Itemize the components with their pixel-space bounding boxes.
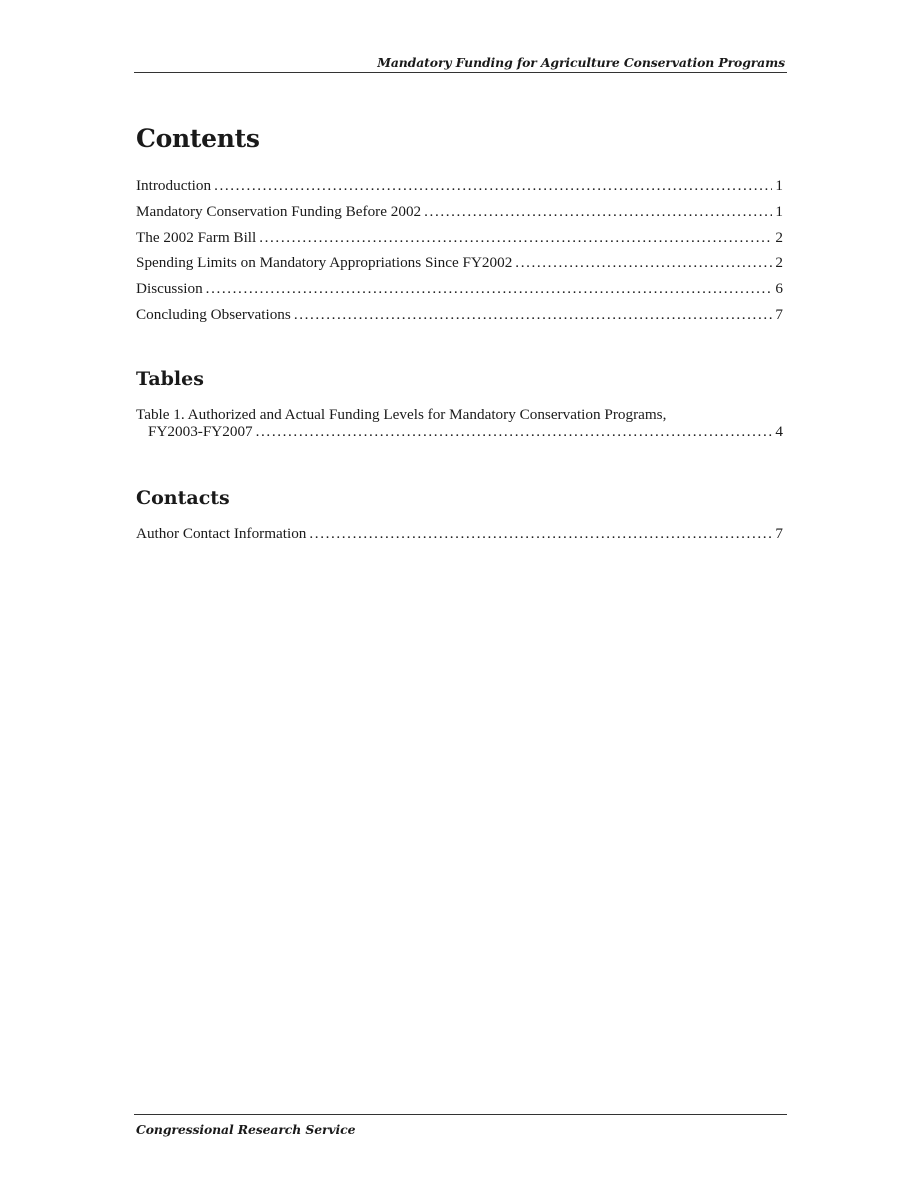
toc-entry-2002-farm-bill[interactable]: [136, 229, 783, 255]
contacts-heading: Contacts: [136, 487, 230, 509]
toc-entry-label: Discussion: [136, 280, 206, 297]
toc-entry-table-1[interactable]: [136, 406, 783, 440]
toc-entry-label: Table 1. Authorized and Actual Funding Levels for Mandatory Conservation Programs,: [136, 406, 667, 423]
toc-entry-page: 1: [775, 202, 783, 220]
toc-leader-dots: [515, 254, 772, 271]
running-header: [134, 54, 787, 73]
toc-entry-label: Introduction: [136, 177, 214, 194]
toc-entry-label: Concluding Observations: [136, 306, 294, 323]
running-footer: [134, 1114, 787, 1137]
toc-entry-discussion[interactable]: [136, 280, 783, 306]
toc-leader-dots: [256, 423, 773, 440]
toc-entry-label-continued: FY2003-FY2007: [148, 423, 256, 440]
toc-leader-dots: [214, 177, 772, 194]
toc-entry-label: Author Contact Information: [136, 525, 309, 542]
toc-entry-funding-before-2002[interactable]: [136, 203, 783, 229]
tables-list: [136, 406, 783, 446]
running-header-title: Mandatory Funding for Agriculture Conservation Programs: [377, 55, 785, 70]
contents-heading: Contents: [136, 124, 260, 153]
toc-entry-page: 2: [775, 228, 783, 246]
toc-leader-dots: [259, 229, 772, 246]
toc-entry-page: 4: [775, 423, 783, 440]
toc-entry-label: The 2002 Farm Bill: [136, 229, 259, 246]
toc-entry-page: 6: [775, 280, 783, 298]
toc-entry-continuation: [136, 423, 783, 440]
footer-publisher: Congressional Research Service: [136, 1122, 356, 1137]
toc-entry-author-contact[interactable]: [136, 525, 783, 551]
toc-entry-page: 2: [775, 254, 783, 272]
toc-entry-page: 7: [775, 525, 783, 542]
toc-leader-dots: [309, 525, 772, 542]
toc-entry-page: 7: [775, 305, 783, 323]
toc-leader-dots: [206, 280, 773, 297]
toc-leader-dots: [294, 306, 773, 323]
toc-entry-concluding-observations[interactable]: [136, 306, 783, 332]
toc-entry-spending-limits[interactable]: [136, 254, 783, 280]
toc-leader-dots: [424, 203, 772, 220]
contacts-list: [136, 525, 783, 551]
toc-entry-page: 1: [775, 177, 783, 194]
contents-list: [136, 177, 783, 332]
toc-entry-label: Spending Limits on Mandatory Appropriations Since FY2002: [136, 254, 515, 271]
toc-entry-label: Mandatory Conservation Funding Before 2002: [136, 203, 424, 220]
tables-heading: Tables: [136, 368, 204, 390]
toc-entry-introduction[interactable]: [136, 177, 783, 203]
